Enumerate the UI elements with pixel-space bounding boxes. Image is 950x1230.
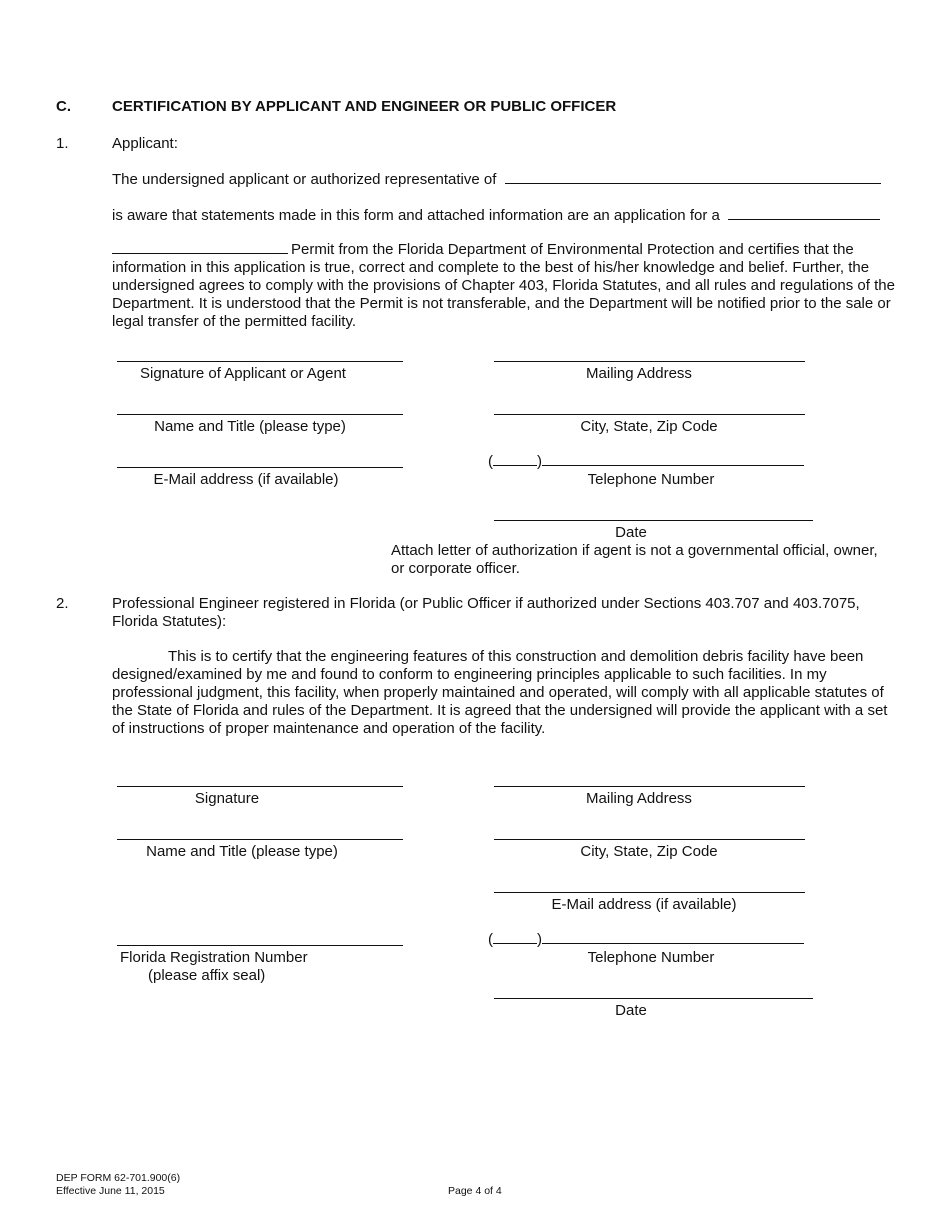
applicant-label: Applicant: <box>112 135 178 152</box>
representative-text: The undersigned applicant or authorized representative of <box>112 171 497 188</box>
engineer-registration-caption: Florida Registration Number <box>120 949 308 966</box>
engineer-phone-number-blank[interactable] <box>542 930 804 944</box>
representative-blank[interactable] <box>505 170 881 184</box>
applicant-signature-caption: Signature of Applicant or Agent <box>140 365 346 382</box>
engineer-mailing-line[interactable] <box>494 786 805 787</box>
engineer-city-line[interactable] <box>494 839 805 840</box>
engineer-city-caption: City, State, Zip Code <box>580 843 718 860</box>
footer-page-number: Page 4 of 4 <box>448 1185 502 1197</box>
applicant-email-line[interactable] <box>117 467 403 468</box>
applicant-city-line[interactable] <box>494 414 805 415</box>
footer-effective-date: Effective June 11, 2015 <box>56 1185 165 1197</box>
section-letter: C. <box>56 98 71 115</box>
applicant-date-caption: Date <box>615 524 647 541</box>
section-title: CERTIFICATION BY APPLICANT AND ENGINEER OR PUBLIC OFFICER <box>112 98 617 115</box>
engineer-date-line[interactable] <box>494 998 813 999</box>
applicant-mailing-caption: Mailing Address <box>586 365 692 382</box>
engineer-signature-caption: Signature <box>194 790 260 807</box>
engineer-name-line[interactable] <box>117 839 403 840</box>
engineer-email-line[interactable] <box>494 892 805 893</box>
engineer-heading: Professional Engineer registered in Florida (or Public Officer if authorized under Sections 403.707 and 403.7075, Florida Statutes): <box>112 595 860 630</box>
applicant-phone-field[interactable]: ( ) <box>488 452 804 471</box>
engineer-registration-line[interactable] <box>117 945 403 946</box>
engineer-email-caption: E-Mail address (if available) <box>551 896 737 913</box>
applicant-telephone-caption: Telephone Number <box>587 471 715 488</box>
engineer-area-code-blank[interactable] <box>493 930 537 944</box>
applicant-name-line[interactable] <box>117 414 403 415</box>
engineer-mailing-caption: Mailing Address <box>586 790 692 807</box>
applicant-paragraph-text: Permit from the Florida Department of Environmental Protection and certifies that the information in this application is true, correct and complete to the best of his/her knowledge and belief. Further, the undersigned agrees to comply with the provisions of Chapter 403, Florida Statutes, and all rules and regulations of the Department. It is understood that the Permit is not transferable, and the Department will be notified prior to the sale or legal transfer of the permitted facility. <box>112 241 895 330</box>
applicant-signature-line[interactable] <box>117 361 403 362</box>
engineer-name-caption: Name and Title (please type) <box>146 843 338 860</box>
engineer-paragraph: This is to certify that the engineering features of this construction and demolition debris facility have been designed/examined by me and found to conform to engineering principles applicable to such facilities. In my professional judgment, this facility, when properly maintained and operated, will comply with all applicable statutes of the State of Florida and rules of the Department. It is agreed that the undersigned will provide the applicant with a set of instructions of proper maintenance and operation of the facility. <box>112 648 888 737</box>
footer-form-number: DEP FORM 62-701.900(6) <box>56 1172 181 1184</box>
applicant-name-caption: Name and Title (please type) <box>154 418 346 435</box>
area-code-blank[interactable] <box>493 452 537 466</box>
engineer-number: 2. <box>56 595 69 612</box>
permit-name-blank[interactable] <box>112 240 288 254</box>
applicant-line-representative <box>112 170 881 189</box>
applicant-email-caption: E-Mail address (if available) <box>153 471 339 488</box>
application-text: is aware that statements made in this form and attached information are an application for a <box>112 207 720 224</box>
engineer-signature-line[interactable] <box>117 786 403 787</box>
applicant-mailing-line[interactable] <box>494 361 805 362</box>
engineer-telephone-caption: Telephone Number <box>587 949 715 966</box>
applicant-line-application <box>112 206 880 225</box>
applicant-date-line[interactable] <box>494 520 813 521</box>
permit-type-blank[interactable] <box>728 206 880 220</box>
engineer-phone-field[interactable]: ( ) <box>488 930 804 949</box>
engineer-date-caption: Date <box>615 1002 647 1019</box>
applicant-city-caption: City, State, Zip Code <box>580 418 718 435</box>
phone-number-blank[interactable] <box>542 452 804 466</box>
applicant-number: 1. <box>56 135 69 152</box>
applicant-paragraph <box>112 240 902 331</box>
engineer-seal-caption: (please affix seal) <box>148 967 266 984</box>
attach-note: Attach letter of authorization if agent is not a governmental official, owner, or corporate officer. <box>391 542 878 577</box>
